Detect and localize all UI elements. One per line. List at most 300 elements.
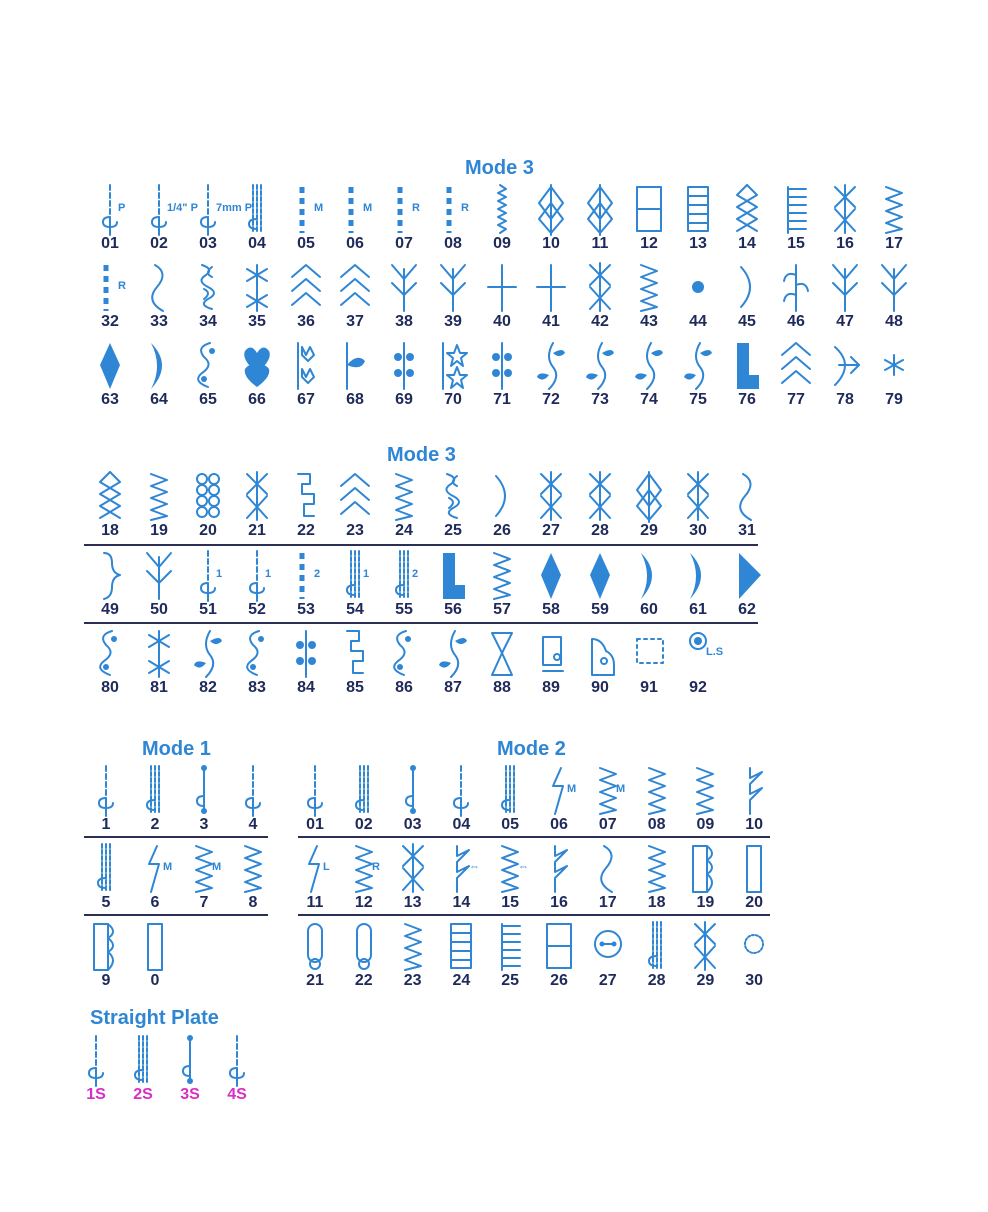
stitch-number: 22	[297, 522, 315, 539]
stitch-number: 76	[738, 391, 756, 408]
stitch-number: 56	[444, 601, 462, 618]
stitch-number: 05	[501, 816, 520, 833]
heading-mode1: Mode 1	[142, 738, 211, 760]
stitch-number: 57	[493, 601, 511, 618]
scroll-icon	[188, 339, 228, 391]
wavy-zigzag-icon	[482, 183, 522, 235]
stitch-number: 37	[346, 313, 364, 330]
vine-icon	[531, 339, 571, 391]
stitch-pattern-mode3-mid-55	[380, 549, 428, 623]
stitch-number: 29	[696, 972, 715, 989]
overlock-icon	[685, 842, 725, 894]
dashed-straight-icon	[384, 183, 424, 235]
stitch-tag: ⇔	[469, 861, 481, 873]
stitch-pattern-mode2-30	[730, 920, 778, 994]
stitch-pattern-straight-plate-1S	[72, 1034, 120, 1108]
stitch-pattern-mode2-08	[633, 764, 681, 838]
stitch-pattern-mode3-top-15	[772, 183, 820, 257]
stitch-pattern-mode3-mid-30	[674, 470, 722, 544]
blind-hem-icon	[441, 842, 481, 894]
stitch-pattern-mode3-top-02	[135, 183, 198, 257]
stitch-pattern-mode1-2	[131, 764, 179, 838]
stitch-pattern-mode3-top-48	[870, 261, 918, 335]
satin-block-icon	[433, 549, 473, 601]
stitch-number: 34	[199, 313, 217, 330]
stitch-number: 04	[248, 235, 266, 252]
vine-icon	[629, 339, 669, 391]
snowflake-icon	[874, 339, 914, 391]
stitch-pattern-mode3-top-44	[674, 261, 722, 335]
stitch-pattern-mode3-top-69	[380, 339, 428, 413]
stitch-number: 26	[493, 522, 511, 539]
stitch-number: 51	[199, 601, 217, 618]
stitch-tag: 2	[412, 568, 419, 580]
stitch-number: 43	[640, 313, 658, 330]
stitch-tag: ⇔	[518, 861, 530, 873]
stitch-pattern-mode3-mid-24	[380, 470, 428, 544]
stitch-number: 10	[542, 235, 560, 252]
stitch-tag: M	[567, 783, 577, 795]
greek-key-icon	[286, 470, 326, 522]
stitch-tag: M	[163, 861, 173, 873]
stitch-number: 02	[150, 235, 168, 252]
satin-diamond-icon	[90, 339, 130, 391]
vine-icon	[678, 339, 718, 391]
diamond-chain-icon	[727, 183, 767, 235]
stitch-tag: R	[412, 202, 420, 214]
scroll-icon	[384, 627, 424, 679]
stitch-number: 09	[493, 235, 511, 252]
stitch-pattern-mode3-top-32	[86, 261, 134, 335]
cross-stitch-icon	[685, 920, 725, 972]
stitch-pattern-mode3-top-78	[821, 339, 869, 413]
stitch-pattern-mode3-top-01	[86, 183, 134, 257]
cross-bar-icon	[531, 261, 571, 313]
stitch-pattern-mode3-top-17	[870, 183, 918, 257]
stitch-number: 8	[248, 894, 258, 911]
s-curve-icon	[727, 470, 767, 522]
cross-stitch-icon	[580, 261, 620, 313]
stitch-pattern-mode2-09	[681, 764, 729, 838]
center-needle-icon	[184, 764, 224, 816]
stitch-number: 91	[640, 679, 658, 696]
stitch-number: 3S	[180, 1086, 200, 1103]
stitch-pattern-mode3-top-70	[429, 339, 477, 413]
stitch-pattern-mode2-03	[389, 764, 437, 838]
stitch-pattern-mode2-22	[340, 920, 388, 994]
stitch-number: 1	[101, 816, 111, 833]
stitch-number: 01	[101, 235, 119, 252]
satin-block-icon	[727, 339, 767, 391]
stitch-pattern-mode3-mid-23	[331, 470, 379, 544]
straight-stitch-icon	[86, 764, 126, 816]
stitch-pattern-mode1-3	[180, 764, 228, 838]
stitch-pattern-straight-plate-4S	[213, 1034, 261, 1108]
car-icon	[580, 627, 620, 679]
s-curve-icon	[139, 261, 179, 313]
stitch-pattern-mode3-mid-54	[331, 549, 379, 623]
stitch-pattern-mode2-05	[486, 764, 534, 838]
stitch-pattern-mode3-top-65	[184, 339, 232, 413]
buttonhole-icon	[135, 920, 175, 972]
cross-stitch-icon	[531, 470, 571, 522]
center-needle-icon	[170, 1034, 210, 1086]
feather-icon	[384, 261, 424, 313]
flower-icon	[482, 339, 522, 391]
stitch-pattern-mode2-28	[633, 920, 681, 994]
stitch-pattern-mode3-top-77	[772, 339, 820, 413]
stitch-pattern-mode3-top-08	[429, 183, 477, 257]
stitch-pattern-mode2-16	[535, 842, 583, 916]
scroll-icon	[90, 627, 130, 679]
stitch-pattern-mode1-8	[229, 842, 277, 916]
serpentine-icon	[188, 261, 228, 313]
stitch-pattern-mode3-top-05	[282, 183, 330, 257]
stitch-pattern-mode2-18	[633, 842, 681, 916]
stitch-number: 41	[542, 313, 560, 330]
stitch-pattern-mode1-0	[131, 920, 179, 994]
stitch-number: 32	[101, 313, 119, 330]
stitch-number: 46	[787, 313, 805, 330]
stitch-pattern-mode3-mid-52	[233, 549, 281, 623]
star-icon	[433, 339, 473, 391]
stitch-number: 6	[150, 894, 160, 911]
stitch-pattern-mode3-mid-62	[723, 549, 771, 623]
stitch-pattern-mode3-top-12	[625, 183, 673, 257]
stitch-number: 87	[444, 679, 462, 696]
stitch-number: 35	[248, 313, 266, 330]
stitch-number: 01	[306, 816, 324, 833]
cross-stitch-icon	[237, 470, 277, 522]
stitch-number: 33	[150, 313, 168, 330]
stitch-pattern-mode3-top-37	[331, 261, 379, 335]
stitch-pattern-straight-plate-3S	[166, 1034, 214, 1108]
straight-stitch-icon	[233, 764, 273, 816]
stitch-pattern-mode1-7	[180, 842, 228, 916]
stitch-pattern-mode3-top-72	[527, 339, 575, 413]
stitch-number: 21	[248, 522, 266, 539]
stitch-pattern-mode3-top-38	[380, 261, 428, 335]
stitch-pattern-mode3-top-75	[674, 339, 722, 413]
stitch-pattern-mode3-top-47	[821, 261, 869, 335]
stitch-number: 90	[591, 679, 609, 696]
zigzag-icon	[637, 764, 677, 816]
stitch-number: 26	[550, 972, 568, 989]
stitch-pattern-mode2-13	[389, 842, 437, 916]
keyhole-buttonhole-icon	[344, 920, 384, 972]
straight-stitch-icon	[188, 183, 253, 235]
rectangle-icon	[629, 183, 669, 235]
stitch-tag: M	[314, 202, 324, 214]
stitch-number: 04	[452, 816, 471, 833]
flower-icon	[286, 627, 326, 679]
rule-mode3-mid-1	[84, 544, 758, 546]
stitch-pattern-mode1-6	[131, 842, 179, 916]
stitch-pattern-mode3-mid-50	[135, 549, 183, 623]
stitch-pattern-mode3-top-71	[478, 339, 526, 413]
blind-hem-icon	[539, 842, 579, 894]
stitch-pattern-straight-plate-2S	[119, 1034, 167, 1108]
stitch-pattern-mode2-23	[389, 920, 437, 994]
lightning-icon	[295, 842, 335, 894]
stitch-number: 61	[689, 601, 707, 618]
stitch-pattern-mode3-top-04	[233, 183, 281, 257]
stitch-number: 27	[542, 522, 560, 539]
stitch-number: 38	[395, 313, 413, 330]
stitch-pattern-mode3-mid-19	[135, 470, 183, 544]
vine-icon	[188, 627, 228, 679]
train-icon	[531, 627, 571, 679]
stitch-number: 69	[395, 391, 413, 408]
cross-stitch-icon	[678, 470, 718, 522]
stitch-number: 07	[598, 816, 617, 833]
diamond-icon	[580, 183, 620, 235]
stitch-number: 40	[493, 313, 511, 330]
stitch-tag: 1	[265, 568, 272, 580]
stitch-number: 12	[354, 894, 373, 911]
satin-crescent-icon	[139, 339, 179, 391]
stitch-number: 08	[444, 235, 462, 252]
stitch-number: 36	[297, 313, 315, 330]
stitch-pattern-mode2-26	[535, 920, 583, 994]
stitch-number: 25	[501, 972, 520, 989]
zigzag-icon	[490, 842, 530, 894]
heading-mode3-mid: Mode 3	[387, 444, 456, 466]
dotted-square-icon	[629, 627, 669, 679]
stitch-pattern-mode3-top-10	[527, 183, 575, 257]
satin-crescent-icon	[629, 549, 669, 601]
stitch-number: 75	[689, 391, 707, 408]
serpentine-icon	[433, 470, 473, 522]
stitch-number: 92	[689, 679, 707, 696]
ladder-icon	[441, 920, 481, 972]
straight-stitch-icon	[76, 1034, 116, 1086]
stitch-tag: L.S	[706, 646, 724, 658]
stitch-pattern-mode3-mid-88	[478, 627, 526, 701]
stitch-number: 86	[395, 679, 413, 696]
stitch-number: 0	[150, 972, 160, 989]
target-icon	[678, 627, 724, 679]
stitch-pattern-mode2-02	[340, 764, 388, 838]
stitch-number: 02	[354, 816, 373, 833]
triple-straight-icon	[86, 842, 126, 894]
cross-stitch-icon	[580, 470, 620, 522]
stitch-pattern-mode3-mid-28	[576, 470, 624, 544]
zigzag-icon	[874, 183, 914, 235]
stitch-pattern-mode3-mid-82	[184, 627, 232, 701]
stitch-tag: R	[371, 861, 380, 873]
stitch-pattern-mode3-mid-53	[282, 549, 330, 623]
triple-straight-icon	[384, 549, 424, 601]
stitch-number: 83	[248, 679, 266, 696]
overlock-icon	[86, 920, 126, 972]
stitch-number: 08	[647, 816, 666, 833]
stitch-pattern-mode3-mid-56	[429, 549, 477, 623]
stitch-pattern-mode3-top-45	[723, 261, 771, 335]
dashed-straight-icon	[90, 261, 130, 313]
stitch-pattern-mode3-mid-91	[625, 627, 673, 701]
stitch-pattern-mode3-top-43	[625, 261, 673, 335]
stitch-number: 28	[647, 972, 666, 989]
stitch-number: 52	[248, 601, 266, 618]
stitch-number: 63	[101, 391, 119, 408]
stitch-number: 44	[689, 313, 707, 330]
stitch-pattern-mode3-top-33	[135, 261, 183, 335]
stitch-pattern-mode1-4	[229, 764, 277, 838]
zigzag-icon	[637, 842, 677, 894]
stitch-number: 19	[696, 894, 715, 911]
stitch-pattern-mode3-top-39	[429, 261, 477, 335]
stitch-number: 39	[444, 313, 462, 330]
stitch-pattern-mode3-mid-21	[233, 470, 281, 544]
stitch-number: 12	[640, 235, 658, 252]
dashed-straight-icon	[335, 183, 375, 235]
stitch-pattern-mode3-mid-58	[527, 549, 575, 623]
stitch-pattern-mode2-01	[291, 764, 339, 838]
stitch-pattern-mode3-top-79	[870, 339, 918, 413]
stitch-number: 9	[101, 972, 111, 989]
stitch-pattern-mode3-top-34	[184, 261, 232, 335]
stitch-pattern-mode3-mid-85	[331, 627, 379, 701]
stitch-number: 13	[689, 235, 707, 252]
leaf-icon	[335, 339, 375, 391]
stitch-number: 18	[647, 894, 666, 911]
stitch-number: 80	[101, 679, 119, 696]
stitch-number: 53	[297, 601, 315, 618]
lightning-icon	[539, 764, 579, 816]
stitch-pattern-mode3-top-06	[331, 183, 379, 257]
stitch-number: 58	[542, 601, 560, 618]
comb-icon	[490, 920, 530, 972]
stitch-pattern-mode3-mid-27	[527, 470, 575, 544]
stitch-pattern-mode3-top-03	[184, 183, 253, 257]
zigzag-icon	[139, 470, 179, 522]
stitch-pattern-mode3-top-36	[282, 261, 330, 335]
satin-triangle-icon	[727, 549, 767, 601]
center-needle-icon	[393, 764, 433, 816]
arc-icon	[482, 470, 522, 522]
stitch-number: 07	[395, 235, 413, 252]
stitch-number: 23	[403, 972, 422, 989]
stitch-pattern-mode2-25	[486, 920, 534, 994]
stitch-pattern-mode1-5	[82, 842, 130, 916]
stitch-pattern-mode3-top-46	[772, 261, 820, 335]
stitch-pattern-mode3-top-13	[674, 183, 722, 257]
stitch-tag: 2	[314, 568, 321, 580]
stitch-pattern-mode2-06	[535, 764, 583, 838]
stitch-number: 21	[306, 972, 324, 989]
dashed-straight-icon	[433, 183, 473, 235]
bow-icon	[482, 627, 522, 679]
stitch-number: 24	[395, 522, 413, 539]
satin-diamond-icon	[580, 549, 620, 601]
rectangle-icon	[539, 920, 579, 972]
stitch-pattern-mode3-mid-18	[86, 470, 134, 544]
stitch-pattern-mode3-top-07	[380, 183, 428, 257]
button-sew-icon	[588, 920, 628, 972]
zigzag-icon	[588, 764, 628, 816]
ladder-icon	[678, 183, 718, 235]
cross-bar-icon	[482, 261, 522, 313]
stitch-number: 49	[101, 601, 119, 618]
stitch-number: 06	[550, 816, 568, 833]
stitch-number: 54	[346, 601, 364, 618]
stitch-number: 42	[591, 313, 609, 330]
stitch-number: 67	[297, 391, 315, 408]
stitch-number: 30	[689, 522, 707, 539]
stitch-number: 25	[444, 522, 462, 539]
stitch-pattern-mode3-mid-84	[282, 627, 330, 701]
stitch-number: 09	[696, 816, 715, 833]
stitch-pattern-mode3-top-63	[86, 339, 134, 413]
stitch-number: 28	[591, 522, 609, 539]
stitch-number: 23	[346, 522, 364, 539]
stitch-number: 14	[452, 894, 471, 911]
zigzag-icon	[344, 842, 384, 894]
diamond-chain-icon	[90, 470, 130, 522]
stitch-number: 17	[885, 235, 903, 252]
zigzag-icon	[482, 549, 522, 601]
star-stitch-icon	[237, 261, 277, 313]
triple-straight-icon	[237, 183, 277, 235]
chevron-icon	[776, 339, 816, 391]
stitch-number: 31	[738, 522, 756, 539]
stitch-tag: 1/4" P	[167, 202, 198, 214]
feather-icon	[433, 261, 473, 313]
stitch-pattern-mode3-mid-81	[135, 627, 183, 701]
chevron-icon	[286, 261, 326, 313]
stitch-pattern-mode2-29	[681, 920, 729, 994]
stitch-number: 77	[787, 391, 805, 408]
stitch-number: 06	[346, 235, 364, 252]
stitch-number: 4S	[227, 1086, 247, 1103]
stitch-pattern-mode2-07	[584, 764, 632, 838]
straight-stitch-icon	[217, 1034, 257, 1086]
stitch-number: 3	[199, 816, 209, 833]
stitch-pattern-mode2-19	[681, 842, 729, 916]
stitch-number: 29	[640, 522, 658, 539]
stitch-number: 85	[346, 679, 364, 696]
satin-crescent-icon	[678, 549, 718, 601]
stitch-pattern-mode3-mid-92	[674, 627, 722, 701]
zigzag-icon	[685, 764, 725, 816]
stitch-tag: P	[118, 202, 126, 214]
stitch-number: 16	[550, 894, 568, 911]
stitch-pattern-mode3-top-42	[576, 261, 624, 335]
triple-straight-icon	[637, 920, 677, 972]
stitch-tag: R	[461, 202, 469, 214]
arrow-icon	[825, 339, 865, 391]
stitch-number: 4	[248, 816, 258, 833]
dot-icon	[678, 261, 718, 313]
stitch-pattern-mode1-9	[82, 920, 130, 994]
s-curve-icon	[588, 842, 628, 894]
stitch-pattern-mode3-mid-25	[429, 470, 477, 544]
stitch-number: 03	[403, 816, 422, 833]
stitch-pattern-mode2-11	[291, 842, 339, 916]
stitch-pattern-mode3-top-14	[723, 183, 771, 257]
zigzag-icon	[393, 920, 433, 972]
stitch-number: 7	[199, 894, 209, 911]
stitch-pattern-mode2-20	[730, 842, 778, 916]
feather-icon	[139, 549, 179, 601]
stitch-number: 84	[297, 679, 315, 696]
heart-icon	[237, 339, 277, 391]
stitch-number: 17	[598, 894, 617, 911]
chevron-icon	[335, 470, 375, 522]
stitch-pattern-mode3-mid-49	[86, 549, 134, 623]
stitch-pattern-mode3-top-35	[233, 261, 281, 335]
